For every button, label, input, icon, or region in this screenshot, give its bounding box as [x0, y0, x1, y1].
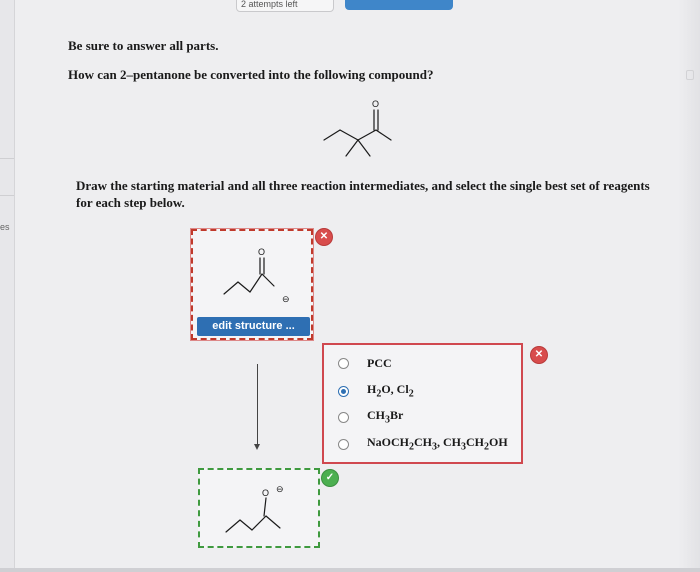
panel-divider	[0, 158, 14, 159]
reagent-options-box	[322, 343, 523, 464]
left-side-panel-edge	[0, 0, 15, 572]
bottom-window-edge	[0, 568, 700, 572]
attempts-left-indicator: 2 attempts left	[236, 0, 334, 12]
negative-charge-label: ⊖	[282, 294, 290, 304]
reagent-option[interactable]	[338, 434, 508, 454]
reagent-label: $CH_3Br$	[367, 408, 404, 426]
checkmark-icon: ✓	[322, 470, 338, 486]
radio-button[interactable]	[338, 412, 349, 423]
incorrect-icon: ✕	[531, 347, 547, 363]
panel-divider	[0, 195, 14, 196]
oxygen-atom-label: O	[262, 488, 270, 498]
edit-structure-button[interactable]: edit structure ...	[197, 317, 310, 336]
side-nav-label[interactable]: es	[0, 222, 10, 232]
check-my-work-button[interactable]	[345, 0, 453, 10]
instruction-text: Be sure to answer all parts.	[68, 38, 219, 53]
reagent-option[interactable]	[338, 407, 403, 427]
reaction-arrow	[257, 364, 258, 446]
task-instructions: Draw the starting material and all three reaction intermediates, and select the single best set of reagents for each step below.	[76, 178, 650, 210]
skeletal-bonds	[324, 110, 391, 156]
reagent-option[interactable]	[338, 381, 414, 401]
radio-button[interactable]	[338, 439, 349, 450]
reagent-label: $H_2O$, $Cl_2$	[367, 382, 414, 400]
oxygen-atom-label: O	[372, 99, 380, 109]
scrollbar-thumb[interactable]	[686, 70, 694, 80]
top-toolbar	[0, 0, 700, 22]
question-prompt: How can 2–pentanone be converted into the following compound?	[68, 67, 434, 82]
negative-charge-label: ⊖	[276, 484, 284, 494]
drawn-enolate-structure	[220, 244, 300, 306]
reagent-label: PCC	[367, 355, 392, 370]
radio-button-selected[interactable]	[338, 386, 349, 397]
drawn-alkoxide-structure	[222, 484, 302, 544]
incorrect-icon: ✕	[316, 229, 332, 245]
reagent-label: $NaOCH_2CH_3$, $CH_3CH_2OH$	[367, 435, 508, 453]
arrow-head-icon	[254, 444, 260, 450]
reagent-option[interactable]	[338, 353, 392, 373]
target-compound-structure	[318, 92, 398, 162]
oxygen-atom-label: O	[258, 247, 266, 257]
right-scroll-edge	[678, 0, 700, 572]
radio-button[interactable]	[338, 358, 349, 369]
